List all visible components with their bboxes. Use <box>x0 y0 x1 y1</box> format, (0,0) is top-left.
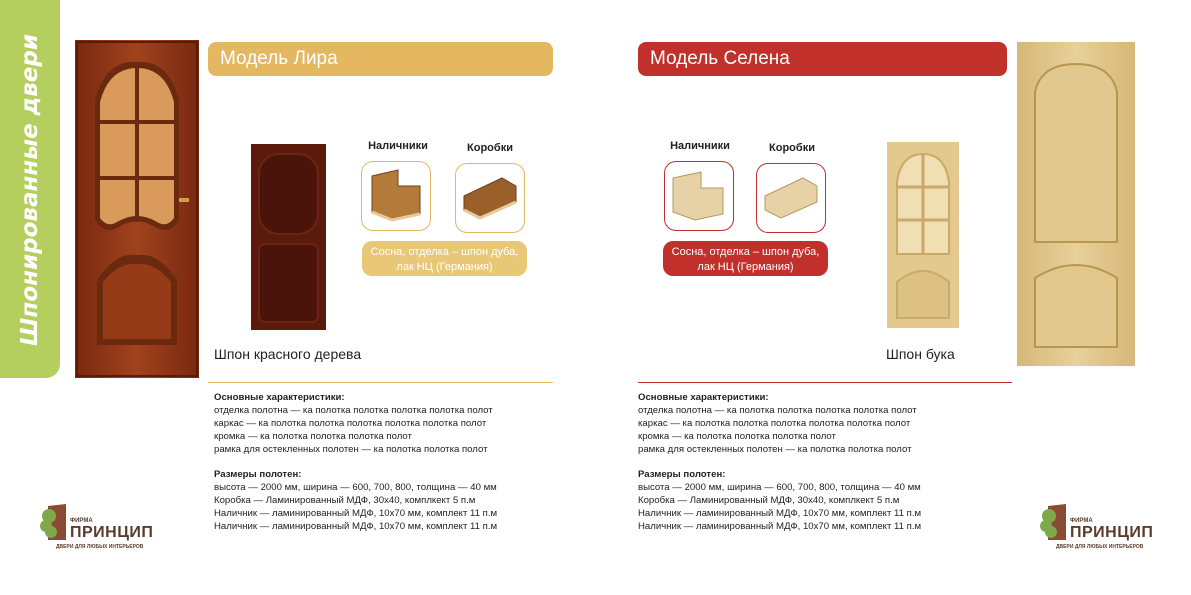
nalichnik-profile-icon <box>665 162 732 229</box>
lira-nalichnik-sample <box>361 161 431 231</box>
korobka-profile-icon <box>757 164 824 231</box>
lira-large-door-image <box>75 40 199 378</box>
lira-model-header: Модель Лира <box>208 42 553 76</box>
lira-korobki-label: Коробки <box>467 142 513 154</box>
size-line: Наличник — ламинированный МДФ, 10х70 мм, комплект 11 п.м <box>214 521 498 532</box>
lira-material-note: Сосна, отделка – шпон дуба, лак НЦ (Германия) <box>362 241 527 276</box>
selena-nalichnik-sample <box>664 161 734 231</box>
spec-line: кромка — ка полотка полотка полотка полот <box>638 431 836 442</box>
side-title: Шпонированные двери <box>17 34 43 346</box>
lira-specs <box>214 391 497 533</box>
tree-door-icon <box>1040 502 1070 542</box>
selena-material-note: Сосна, отделка – шпон дуба, лак НЦ (Германия) <box>663 241 828 276</box>
spec-line: рамка для остекленных полотен — ка полотка полотка полот <box>638 444 912 455</box>
logo-name: ПРИНЦИП <box>70 524 154 541</box>
specs-main-title: Основные характеристики: <box>214 392 345 403</box>
logo-tagline: ДВЕРИ ДЛЯ ЛЮБЫХ ИНТЕРЬЕРОВ <box>1056 544 1144 550</box>
spec-line: кромка — ка полотка полотка полотка полот <box>214 431 412 442</box>
spec-line: рамка для остекленных полотен — ка полотка полотка полот <box>214 444 488 455</box>
selena-model-header: Модель Селена <box>638 42 1007 76</box>
selena-large-door-image <box>1017 42 1135 366</box>
specs-sizes-title: Размеры полотен: <box>638 469 726 480</box>
lira-caption: Шпон красного дерева <box>214 346 362 362</box>
spec-line: отделка полотна — ка полотка полотка полотка полотка полот <box>214 405 493 416</box>
logo-tagline: ДВЕРИ ДЛЯ ЛЮБЫХ ИНТЕРЬЕРОВ <box>56 544 144 550</box>
logo-firma: ФИРМА <box>1070 518 1093 524</box>
size-line: Коробка — Ламинированный МДФ, 30х40, комплкект 5 п.м <box>638 495 900 506</box>
logo-name: ПРИНЦИП <box>1070 524 1154 541</box>
size-line: Наличник — ламинированный МДФ, 10х70 мм, комплект 11 п.м <box>638 521 922 532</box>
selena-caption: Шпон бука <box>886 346 955 362</box>
korobka-profile-icon <box>456 164 523 231</box>
nalichnik-profile-icon <box>362 162 429 229</box>
spec-line: каркас — ка полотка полотка полотка полотка полотка полот <box>214 418 487 429</box>
size-line: Коробка — Ламинированный МДФ, 30х40, комплкект 5 п.м <box>214 495 476 506</box>
selena-small-door-image <box>887 142 959 328</box>
logo-firma: ФИРМА <box>70 518 93 524</box>
lira-divider <box>208 382 553 383</box>
size-line: Наличник — ламинированный МДФ, 10х70 мм, комплект 11 п.м <box>214 508 498 519</box>
specs-main-title: Основные характеристики: <box>638 392 769 403</box>
specs-sizes-title: Размеры полотен: <box>214 469 302 480</box>
size-line: высота — 2000 мм, ширина — 600, 700, 800, толщина — 40 мм <box>638 482 921 493</box>
spec-line: отделка полотна — ка полотка полотка полотка полотка полот <box>638 405 917 416</box>
size-line: высота — 2000 мм, ширина — 600, 700, 800, толщина — 40 мм <box>214 482 497 493</box>
selena-divider <box>638 382 1012 383</box>
tree-door-icon <box>40 502 70 542</box>
logo-left <box>40 502 160 552</box>
lira-korobka-sample <box>455 163 525 233</box>
lira-nalichniki-label: Наличники <box>368 140 428 152</box>
logo-right <box>1040 502 1160 552</box>
selena-specs <box>638 391 921 533</box>
size-line: Наличник — ламинированный МДФ, 10х70 мм, комплект 11 п.м <box>638 508 922 519</box>
selena-korobka-sample <box>756 163 826 233</box>
selena-nalichniki-label: Наличники <box>670 140 730 152</box>
lira-small-door-image <box>251 144 326 330</box>
spec-line: каркас — ка полотка полотка полотка полотка полотка полот <box>638 418 911 429</box>
selena-korobki-label: Коробки <box>769 142 815 154</box>
